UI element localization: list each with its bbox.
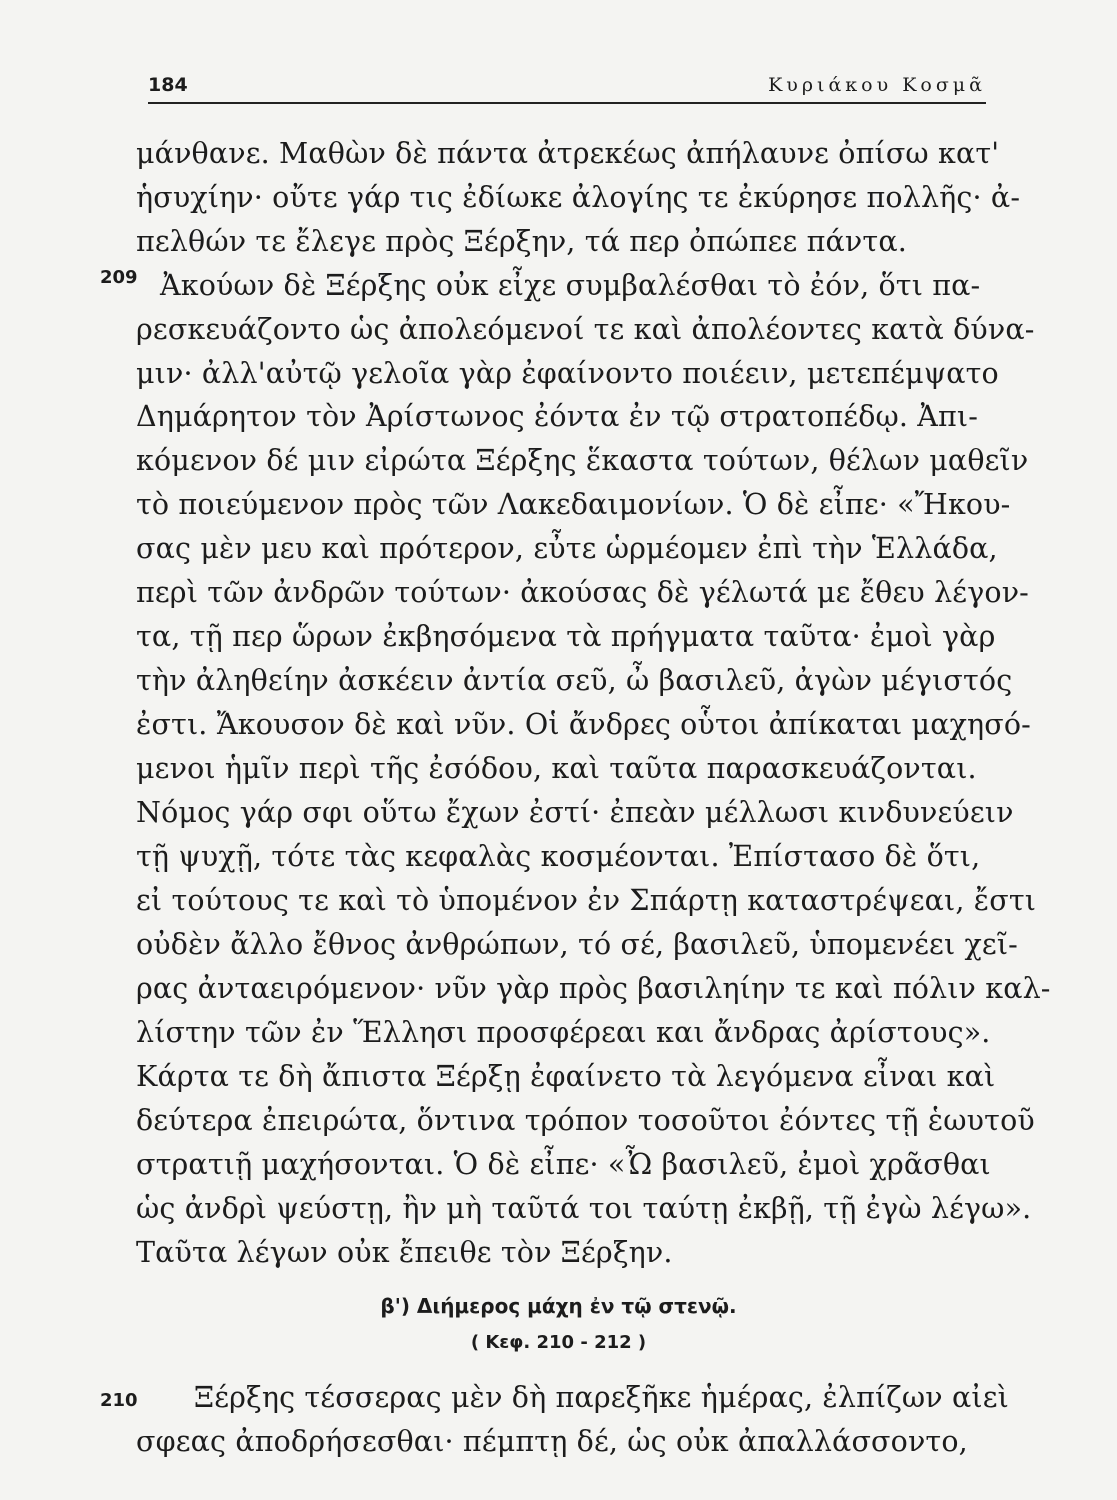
- text-line: ἡσυχίην· οὔτε γάρ τις ἐδίωκε ἀλογίης τε ἐκύρησε πολλῆς· ἀ-: [136, 181, 1021, 214]
- text-line: ἐστι. Ἄκουσον δὲ καὶ νῦν. Οἱ ἄνδρες οὗτοι ἀπίκαται μαχησό-: [136, 708, 1031, 741]
- text-line: τῇ ψυχῇ, τότε τὰς κεφαλὰς κοσμέονται. Ἐπίστασο δὲ ὅτι,: [136, 840, 981, 873]
- text-line: περὶ τῶν ἀνδρῶν τούτων· ἀκούσας δὲ γέλωτά με ἔθευ λέγον-: [136, 576, 1029, 609]
- text-line: τα, τῇ περ ὥρων ἐκβησόμενα τὰ πρήγματα ταῦτα· ἐμοὶ γὰρ: [136, 620, 996, 653]
- text-line: σας μὲν μευ καὶ πρότερον, εὖτε ὡρμέομεν ἐπὶ τὴν Ἑλλάδα,: [136, 532, 998, 565]
- text-line: ρεσκευάζοντο ὡς ἀπολεόμενοί τε καὶ ἀπολέοντες κατὰ δύνα-: [136, 313, 1035, 346]
- text-line: σφεας ἀποδρήσεσθαι· πέμπτῃ δέ, ὡς οὐκ ἀπαλλάσσοντο,: [136, 1425, 968, 1458]
- header-rule: [148, 102, 986, 104]
- page-number: 184: [148, 74, 188, 96]
- text-line: Νόμος γάρ σφι οὕτω ἔχων ἐστί· ἐπεὰν μέλλωσι κινδυνεύειν: [136, 796, 1014, 829]
- text-line: Ἀκούων δὲ Ξέρξης οὐκ εἶχε συμβαλέσθαι τὸ ἐόν, ὅτι πα-: [160, 269, 981, 302]
- running-head: Κυριάκου Κοσμᾶ: [768, 74, 986, 96]
- text-line: Ξέρξης τέσσερας μὲν δὴ παρεξῆκε ἡμέρας, ἐλπίζων αἰεὶ: [194, 1381, 1009, 1414]
- text-line: δεύτερα ἐπειρώτα, ὅντινα τρόπον τοσοῦτοι ἐόντες τῇ ἑωυτοῦ: [136, 1104, 1035, 1137]
- text-line: τὴν ἀληθείην ἀσκέειν ἀντία σεῦ, ὦ βασιλεῦ, ἀγὼν μέγιστός: [136, 664, 1013, 697]
- text-line: μάνθανε. Μαθὼν δὲ πάντα ἀτρεκέως ἀπήλαυνε ὀπίσω κατ': [136, 137, 1000, 170]
- text-line: ρας ἀνταειρόμενον· νῦν γὰρ πρὸς βασιληίην τε καὶ πόλιν καλ-: [136, 972, 1051, 1005]
- chapter-number-210: 210: [100, 1390, 138, 1411]
- text-line: Κάρτα τε δὴ ἄπιστα Ξέρξῃ ἐφαίνετο τὰ λεγόμενα εἶναι καὶ: [136, 1060, 996, 1093]
- text-line: Ταῦτα λέγων οὐκ ἔπειθε τὸν Ξέρξην.: [136, 1236, 673, 1269]
- text-line: μενοι ἡμῖν περὶ τῆς ἐσόδου, καὶ ταῦτα παρασκευάζονται.: [136, 752, 977, 785]
- text-line: κόμενον δέ μιν εἰρώτα Ξέρξης ἕκαστα τούτων, θέλων μαθεῖν: [136, 444, 1029, 477]
- text-line: μιν· ἀλλ'αὐτῷ γελοῖα γὰρ ἐφαίνοντο ποιέειν, μετεπέμψατο: [136, 357, 999, 390]
- text-line: λίστην τῶν ἐν Ἕλλησι προσφέρεαι και ἄνδρας ἀρίστους».: [136, 1016, 991, 1049]
- section-heading: β') Διήμερος μάχη ἐν τῷ στενῷ.: [380, 1294, 737, 1318]
- text-line: οὐδὲν ἄλλο ἔθνος ἀνθρώπων, τό σέ, βασιλεῦ, ὑπομενέει χεῖ-: [136, 928, 1018, 961]
- text-line: στρατιῇ μαχήσονται. Ὁ δὲ εἶπε· «Ὦ βασιλεῦ, ἐμοὶ χρᾶσθαι: [136, 1148, 991, 1181]
- text-line: ὡς ἀνδρὶ ψεύστῃ, ἢν μὴ ταῦτά τοι ταύτῃ ἐκβῇ, τῇ ἐγὼ λέγω».: [136, 1192, 1032, 1225]
- text-line: τὸ ποιεύμενον πρὸς τῶν Λακεδαιμονίων. Ὁ δὲ εἶπε· «Ἤκου-: [136, 488, 1011, 521]
- text-line: πελθών τε ἔλεγε πρὸς Ξέρξην, τά περ ὀπώπεε πάντα.: [136, 225, 907, 258]
- section-subheading: ( Κεφ. 210 - 212 ): [470, 1332, 647, 1353]
- text-line: Δημάρητον τὸν Ἀρίστωνος ἐόντα ἐν τῷ στρατοπέδῳ. Ἀπι-: [136, 400, 979, 433]
- chapter-number-209: 209: [100, 267, 138, 288]
- text-line: εἰ τούτους τε καὶ τὸ ὑπομένον ἐν Σπάρτῃ καταστρέψεαι, ἔστι: [136, 884, 1037, 917]
- page-header: [148, 70, 986, 104]
